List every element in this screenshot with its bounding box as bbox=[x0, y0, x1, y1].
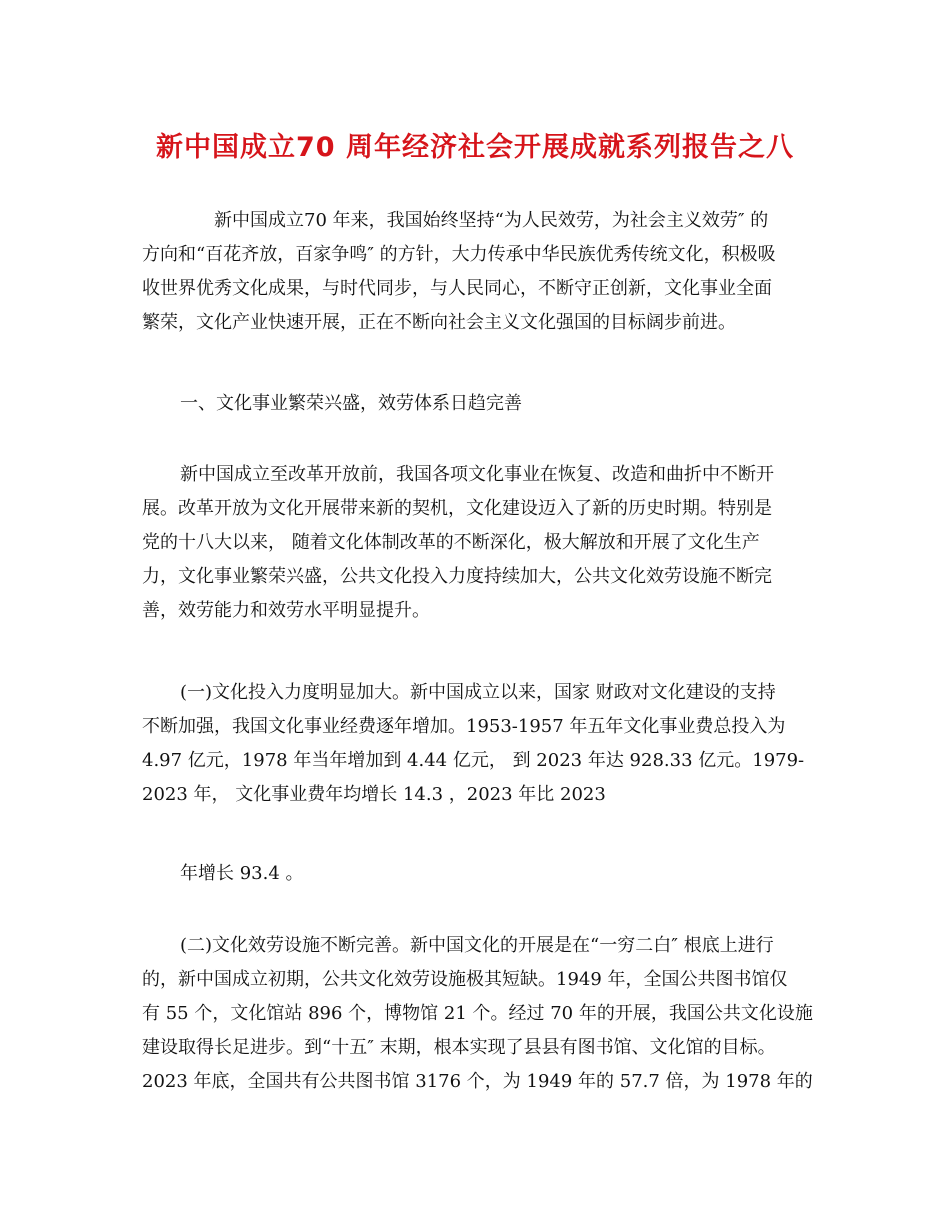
section-heading bbox=[142, 387, 812, 421]
intro-line: 方向和“百花齐放，百家争鸣″ 的方针，大力传承中华民族优秀传统文化，积极吸 bbox=[142, 244, 776, 265]
intro-line: 繁荣，文化产业快速开展，正在不断向社会主义文化强国的目标阔步前进。 bbox=[142, 312, 736, 333]
section-body-paragraph bbox=[142, 458, 812, 628]
item-tail-paragraph bbox=[142, 857, 812, 891]
body-line: 展。改革开放为文化开展带来新的契机，文化建设迈入了新的历史时期。特别是 bbox=[142, 498, 772, 519]
item-line: 4.97 亿元，1978 年当年增加到 4.44 亿元， 到 2023 年达 928.33 亿元。1979- bbox=[142, 750, 805, 771]
item-line: (一)文化投入力度明显加大。新中国成立以来，国家 财政对文化建设的支持 bbox=[180, 682, 776, 703]
item-paragraph bbox=[142, 929, 812, 1099]
body-line: 善，效劳能力和效劳水平明显提升。 bbox=[142, 600, 430, 621]
item-line: 的，新中国成立初期，公共文化效劳设施极其短缺。1949 年，全国公共图书馆仅 bbox=[142, 969, 788, 990]
item-line: 2023 年底，全国共有公共图书馆 3176 个，为 1949 年的 57.7 倍，为 1978 年的 bbox=[142, 1071, 813, 1092]
section-heading-text: 一、文化事业繁荣兴盛，效劳体系日趋完善 bbox=[180, 393, 522, 414]
item-line: 有 55 个，文化馆站 896 个，博物馆 21 个。经过 70 年的开展，我国公共文化设施 bbox=[142, 1003, 813, 1024]
body-line: 新中国成立至改革开放前，我国各项文化事业在恢复、改造和曲折中不断开 bbox=[180, 464, 774, 485]
intro-paragraph bbox=[142, 204, 812, 340]
item-line: 2023 年， 文化事业费年均增长 14.3 ，2023 年比 2023 bbox=[142, 784, 606, 805]
body-line: 党的十八大以来， 随着文化体制改革的不断深化，极大解放和开展了文化生产 bbox=[142, 532, 760, 553]
item-tail-line: 年增长 93.4 。 bbox=[180, 863, 304, 884]
intro-line: 收世界优秀文化成果，与时代同步，与人民同心，不断守正创新，文化事业全面 bbox=[142, 278, 772, 299]
body-line: 力，文化事业繁荣兴盛，公共文化投入力度持续加大，公共文化效劳设施不断完 bbox=[142, 566, 772, 587]
item-line: (二)文化效劳设施不断完善。新中国文化的开展是在“一穷二白″ 根底上进行 bbox=[180, 935, 774, 956]
intro-line: 新中国成立70 年来，我国始终坚持“为人民效劳，为社会主义效劳″ 的 bbox=[214, 210, 769, 231]
item-line: 建设取得长足进步。到“十五″ 末期，根本实现了县县有图书馆、文化馆的目标。 bbox=[142, 1037, 776, 1058]
item-paragraph bbox=[142, 676, 812, 812]
document-title: 新中国成立70 周年经济社会开展成就系列报告之八 bbox=[156, 132, 794, 163]
item-line: 不断加强，我国文化事业经费逐年增加。1953-1957 年五年文化事业费总投入为 bbox=[142, 716, 786, 737]
